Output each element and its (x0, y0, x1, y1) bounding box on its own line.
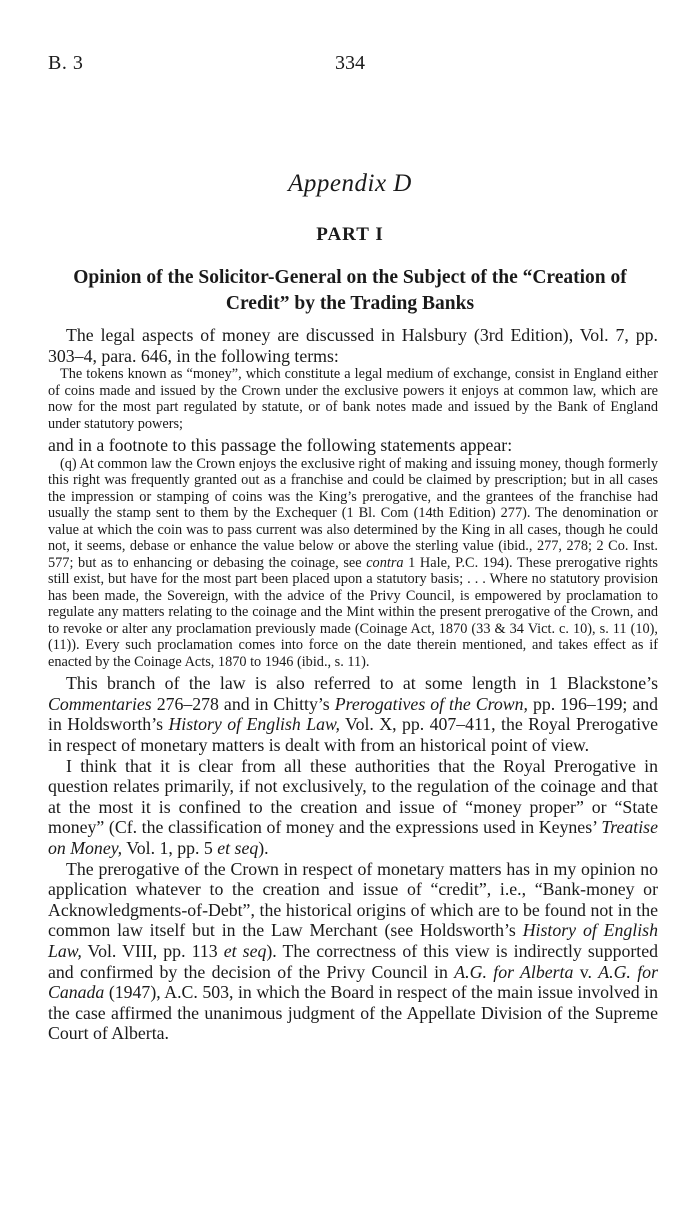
paragraph-royal-prerogative: I think that it is clear from all these authorities that the Royal Prerogative in question relates primarily, if not exclusively, to the regulation of the coinage and that at the most it is confined to the creation and issue of “money proper” or “State money” (Cf. the classification of money and the expressions used in Keynes’ Treatise on Money, Vol. 1, pp. 5 et seq). (48, 755, 658, 859)
footnote-quote: (q) At common law the Crown enjoys the exclusive right of making and issuing money, though formerly this right was frequently granted out as a franchise and could be claimed by prescription; but in all cases the impression or stamping of coins was the King’s prerogative, and the grantees of the franchise had usually the stamp sent to them by the Exchequer (1 Bl. Com (14th Edition) 277). The denomination or value at which the coin was to pass current was also determined by the King in all cases, though he could not, it seems, debase or enhance the value below or above the sterling value (ibid., 277, 278; 2 Co. Inst. 577; but as to enhancing or debasing the coinage, see contra 1 Hale, P.C. 194). These prerogative rights still exist, but have for the most part been placed upon a statutory basis; . . . Where no statutory provision has been made, the Sovereign, with the advice of the Privy Council, is empowered by proclamation to regulate any matters relating to the coinage and the Mint within the present prerogative of the Crown, and to revoke or alter any proclamation previously made (Coinage Act, 1870 (33 & 34 Vict. c. 10), s. 11 (10), (11)). Every such proclamation comes into force on the date therein mentioned, and takes effect as if enacted by the Coinage Acts, 1870 to 1946 (ibid., s. 11). (48, 455, 658, 670)
appendix-title: Appendix D (288, 170, 412, 197)
part-title: PART I (316, 224, 384, 245)
document-title (48, 265, 652, 317)
document-title-line-1: Opinion of the Solicitor-General on the Subject of the “Creation of (73, 267, 627, 288)
history-italic-2: History of English Law, (48, 920, 658, 961)
paragraph-credit-opinion: The prerogative of the Crown in respect of monetary matters has in my opinion no application whatever to the creation and issue of “credit”, i.e., “Bank-money or Acknowledgments-of-Debt”, the historical origins of which are to be found not in the common law itself but in the Law Merchant (see Holdsworth’s History of English Law, Vol. VIII, pp. 113 et seq). The correctness of this view is indirectly supported and confirmed by the decision of the Privy Council in A.G. for Alberta v. A.G. for Canada (1947), A.C. 503, in which the Board in respect of the main issue involved in the case affirmed the unanimous judgment of the Appellate Division of the Supreme Court of Alberta. (48, 858, 659, 1044)
ag-alberta-italic: A.G. for Alberta (454, 961, 574, 982)
paragraph-footnote-intro: and in a footnote to this passage the following statements appear: (48, 435, 513, 456)
treatise-italic: Treatise on Money, (48, 817, 658, 859)
paragraph-blackstone: This branch of the law is also referred to at some length in 1 Blackstone’s Commentaries 276–278 and in Chitty’s Prerogatives of the Crown, pp. 196–199; and in Holdsworth’s History of English Law, Vol. X, pp. 407–411, the Royal Prerogative in respect of monetary matters is dealt with from an historical point of view. (48, 673, 658, 756)
prerogatives-italic: Prerogatives of the Crown, (334, 693, 528, 714)
page-number: 334 (335, 52, 365, 74)
history-italic: History of English Law, (168, 714, 340, 735)
commentaries-italic: Commentaries (48, 693, 152, 714)
et-seq-italic: et seq (217, 838, 259, 859)
section-code: B. 3 (48, 52, 84, 74)
document-body (48, 325, 658, 1044)
paragraph-intro: The legal aspects of money are discussed in Halsbury (3rd Edition), Vol. 7, pp. 303–4, para. 646, in the following terms: (48, 325, 658, 366)
halsbury-quote: The tokens known as “money”, which constitute a legal medium of exchange, consist in England either of coins made and issued by the Crown under the exclusive powers it enjoys at common law, which are now for the most part regulated by statute, or of bank notes made and issued by the Bank of England under statutory powers; (48, 366, 658, 432)
page-header (48, 52, 652, 82)
document-title-line-2: Credit” by the Trading Banks (225, 293, 475, 314)
ag-canada-italic: A.G. for Canada (48, 961, 658, 1003)
contra-italic: contra (366, 554, 404, 571)
et-seq-italic-2: et seq (223, 941, 267, 961)
